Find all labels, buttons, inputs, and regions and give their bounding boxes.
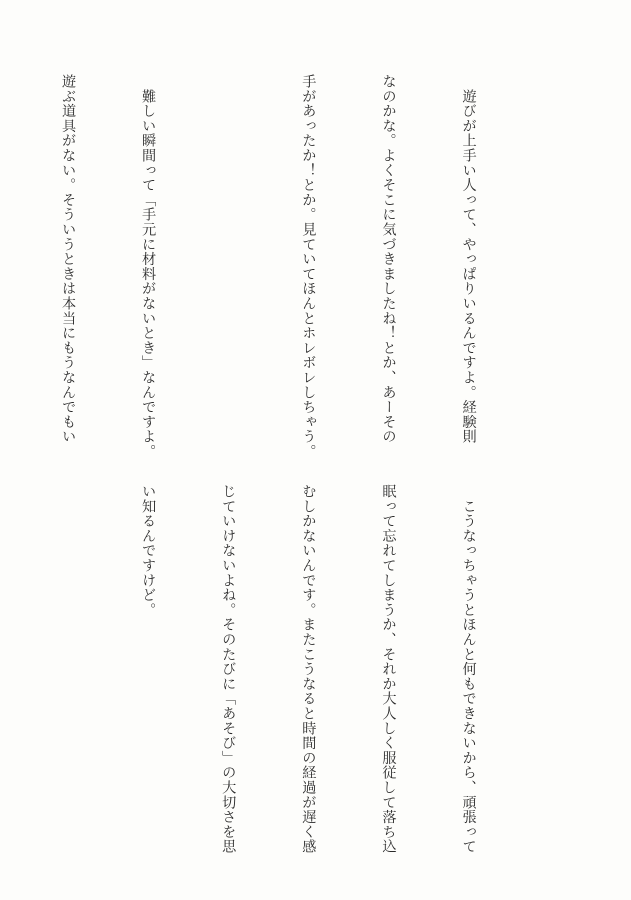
lower-text-block bbox=[0, 484, 535, 884]
text-line bbox=[0, 74, 1, 494]
upper-text-block bbox=[0, 74, 535, 494]
text-line: 手があったか！とか。見ていてほんとホレボレしちゃう。 bbox=[300, 74, 317, 459]
text-line: い知るんですけど。 bbox=[140, 484, 157, 618]
text-line bbox=[0, 484, 1, 884]
text-line: 難しい瞬間って「手元に材料がないとき」なんですよ。 bbox=[140, 74, 157, 459]
text-line: なのかな。よくそこに気づきましたね！とか、あーその bbox=[380, 74, 397, 444]
text-line: じていけないよね。そのたびに「あそび」の大切さを思 bbox=[220, 484, 237, 854]
text-line: 遊びが上手い人って、やっぱりいるんですよ。経験則 bbox=[460, 74, 477, 444]
text-line bbox=[215, 74, 242, 494]
text-line: むしかないんです。またこうなると時間の経過が遅く感 bbox=[300, 484, 317, 854]
text-line: 遊ぶ道具がない。そういうときは本当にもうなんでもい bbox=[60, 74, 77, 444]
text-line bbox=[54, 484, 81, 884]
text-line: こうなっちゃうとほんと何もできないから、頑張って bbox=[460, 484, 477, 854]
text-line: 眠って忘れてしまうか、それか大人しく服従して落ち込 bbox=[380, 484, 397, 854]
